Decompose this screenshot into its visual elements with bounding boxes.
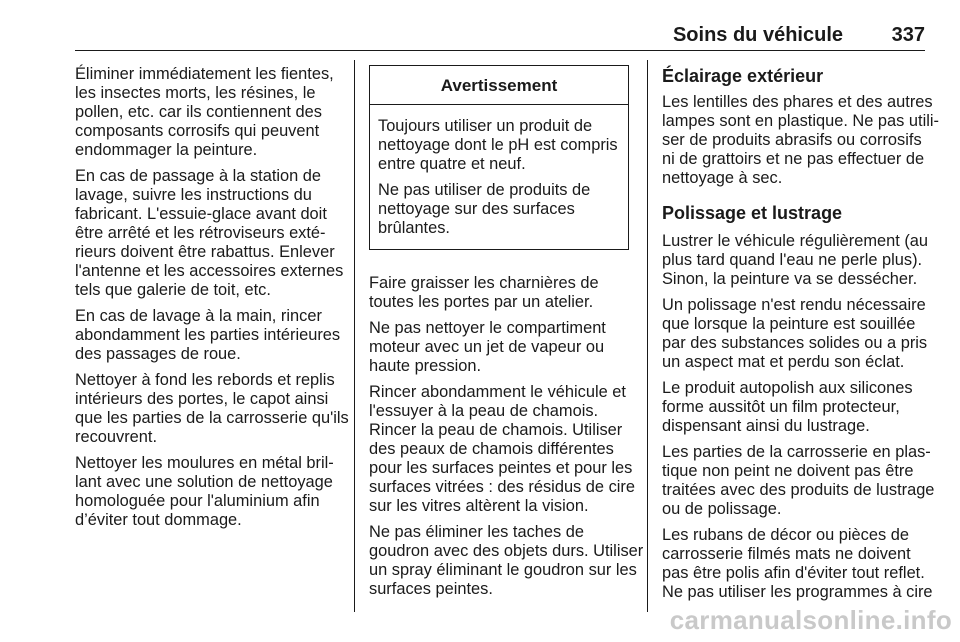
paragraph [75,371,350,447]
warning-title: Avertissement [370,66,628,105]
heading-polishing: Polissage et lustrage [662,203,843,223]
warning-box [369,65,629,250]
text-line: nettoyage à sec. [662,169,783,187]
text-line: entre quatre et neuf. [378,155,526,173]
paragraph [75,454,350,530]
text-line: rieurs doivent être rabattus. Enlever [75,243,335,261]
text-line: forme aussitôt un film protecteur, [662,398,900,416]
text-line: Rincer la peau de chamois. Utiliser [369,421,623,439]
text-line: l'antenne et les accessoires externes [75,262,344,280]
section-title: Soins du véhicule [672,24,843,46]
column-2 [369,65,644,606]
page-header [75,22,925,51]
paragraph [662,526,932,602]
text-line: intérieurs des portes, le capot ainsi [75,390,329,408]
text-line: d’éviter tout dommage. [75,511,242,529]
paragraph [662,93,939,188]
text-line: Les lentilles des phares et des autres [662,93,933,111]
text-line: tels que galerie de toit, etc. [75,281,271,299]
text-line: ni de grattoirs et ne pas effectuer de [662,150,925,168]
page-number: 337 [891,24,925,46]
text-line: nettoyage sur des surfaces [378,200,575,218]
text-line: toutes les portes par un atelier. [369,293,594,311]
text-line: que les parties de la carrosserie qu'ils [75,409,349,427]
text-line: Les rubans de décor ou pièces de [662,526,909,544]
text-line: Ne pas éliminer les taches de [369,523,585,541]
text-line: Le produit autopolish aux silicones [662,379,913,397]
paragraph [75,167,350,300]
text-line: des passages de roue. [75,345,241,363]
heading-exterior-lighting: Éclairage extérieur [662,66,824,86]
text-line: nettoyage dont le pH est compris [378,136,618,154]
paragraph [662,232,932,289]
text-line: Faire graisser les charnières de [369,274,599,292]
text-line: Sinon, la peinture va se dessécher. [662,270,918,288]
column-2-text [369,274,644,599]
paragraph [75,307,350,364]
text-line: brûlantes. [378,219,450,237]
text-line: ou de polissage. [662,500,782,518]
text-line: pollen, etc. car ils contiennent des [75,103,322,121]
text-line: Ne pas utiliser les programmes à cire [662,583,933,601]
text-line: les insectes morts, les résines, le [75,84,316,102]
paragraph [369,383,635,516]
text-line: Nettoyer les moulures en métal bril‐ [75,454,334,472]
text-line: En cas de lavage à la main, rincer [75,307,322,325]
text-line: Rincer abondamment le véhicule et [369,383,626,401]
text-line: lampes sont en plastique. Ne pas utili‐ [662,112,939,130]
text-line: traitées avec des produits de lustrage [662,481,935,499]
text-line: que lorsque la peinture est souillée [662,315,916,333]
text-line: être arrêté et les rétroviseurs exté‐ [75,224,326,242]
text-line: Les parties de la carrosserie en plas‐ [662,443,931,461]
text-line: moteur avec un jet de vapeur ou [369,338,605,356]
text-line: l'essuyer à la peau de chamois. [369,402,599,420]
text-line: composants corrosifs qui peuvent [75,122,320,140]
paragraph [369,319,635,376]
text-line: Nettoyer à fond les rebords et replis [75,371,335,389]
text-line: goudron avec des objets durs. Utiliser [369,542,644,560]
text-line: pour les surfaces peintes et pour les [369,459,633,477]
paragraph [662,296,932,372]
text-line: lavage, suivre les instructions du [75,186,312,204]
text-line: endommager la peinture. [75,141,258,159]
text-line: tique non peint ne doivent pas être [662,462,914,480]
paragraph [75,65,350,160]
warning-body [370,105,628,249]
text-line: homologuée pour l'aluminium afin [75,492,320,510]
column-divider [647,60,648,612]
text-line: un spray éliminant le goudron sur les [369,561,637,579]
text-line: carrosserie filmés mats ne doivent [662,545,911,563]
text-line: Éliminer immédiatement les fientes, [75,65,334,83]
section-exterior-lighting [662,93,939,188]
text-line: un aspect mat et perdu son éclat. [662,353,905,371]
text-line: lant avec une solution de nettoyage [75,473,333,491]
text-line: sur les vitres altèrent la vision. [369,497,589,515]
paragraph [662,443,935,519]
text-line: pas être polis afin d'éviter tout reflet. [662,564,925,582]
text-line: fabricant. L'essuie-glace avant doit [75,205,327,223]
text-line: ser de produits abrasifs ou corrosifs [662,131,922,149]
text-line: dispensant ainsi du lustrage. [662,417,870,435]
text-line: des peaux de chamois différentes [369,440,614,458]
column-divider [354,60,355,612]
text-line: plus tard quand l'eau ne perle plus). [662,251,923,269]
watermark: carmanualsonline.info [669,605,952,635]
text-line: par des substances solides ou a pris [662,334,928,352]
paragraph [369,523,644,599]
column-1 [75,65,350,537]
text-line: Toujours utiliser un produit de [378,117,593,135]
text-line: haute pression. [369,357,482,375]
text-line: Lustrer le véhicule régulièrement (au [662,232,929,250]
column-3 [662,65,939,609]
section-polishing [662,232,935,602]
paragraph [369,274,635,312]
paragraph [378,117,620,174]
text-line: surfaces vitrées : des résidus de cire [369,478,636,496]
text-line: Ne pas utiliser de produits de [378,181,591,199]
text-line: abondamment les parties intérieures [75,326,341,344]
paragraph [662,379,932,436]
text-line: surfaces peintes. [369,580,493,598]
text-line: Un polissage n'est rendu nécessaire [662,296,926,314]
text-line: En cas de passage à la station de [75,167,322,185]
text-line: recouvrent. [75,428,157,446]
text-line: Ne pas nettoyer le compartiment [369,319,606,337]
paragraph [378,181,620,238]
